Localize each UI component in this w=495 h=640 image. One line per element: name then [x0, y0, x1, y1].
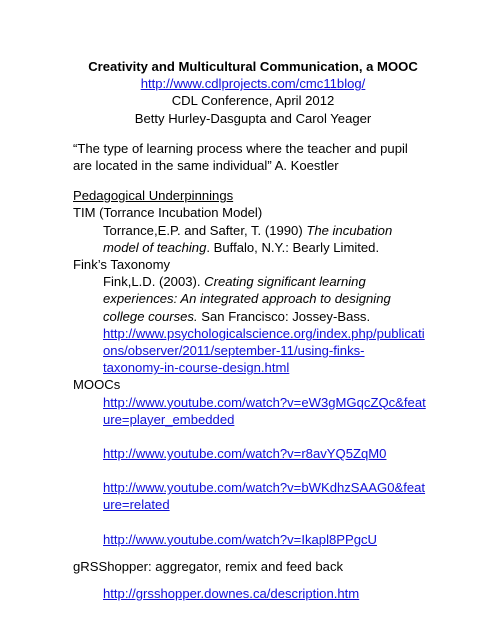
fink-link-line-1[interactable]: http://www.psychologicalscience.org/index.php/publicati — [103, 325, 425, 341]
grsshopper-link[interactable]: http://grsshopper.downes.ca/description.htm — [103, 586, 360, 602]
mooc-video-link-3a[interactable]: http://www.youtube.com/watch?v=bWKdhzSAAG0&feat — [103, 480, 426, 496]
moocs-links — [73, 394, 433, 548]
document-page — [73, 58, 433, 602]
fink-link-line-3[interactable]: taxonomy-in-course-design.html — [103, 360, 290, 376]
pedagogical-section — [73, 187, 433, 602]
tim-ref-title-2: model of teaching — [103, 239, 207, 255]
authors-line: Betty Hurley-Dasgupta and Carol Yeager — [134, 110, 372, 126]
koestler-quote — [73, 140, 433, 174]
tim-reference — [73, 222, 433, 256]
quote-line-1: “The type of learning process where the teacher and pupil — [73, 140, 408, 156]
tim-ref-title-1: The incubation — [306, 222, 393, 238]
fink-ref-text: Fink,L.D. (2003). — [103, 274, 205, 290]
fink-ref-title-3: college courses. — [103, 308, 198, 324]
mooc-video-link-3b[interactable]: ure=related — [103, 497, 170, 513]
conference-line: CDL Conference, April 2012 — [171, 93, 335, 109]
moocs-label: MOOCs — [73, 377, 121, 393]
mooc-video-link-2[interactable]: http://www.youtube.com/watch?v=r8avYQ5ZqM0 — [103, 446, 387, 462]
quote-line-2: are located in the same individual” A. Koestler — [73, 158, 339, 174]
mooc-video-link-4[interactable]: http://www.youtube.com/watch?v=Ikapl8PPgcU — [103, 531, 378, 547]
tim-ref-publisher: . Buffalo, N.Y.: Bearly Limited. — [206, 239, 380, 255]
fink-ref-title-2: experiences: An integrated approach to designing — [103, 291, 391, 307]
tim-ref-text: Torrance,E.P. and Safter, T. (1990) — [103, 222, 307, 238]
fink-ref-title-1: Creating significant learning — [204, 274, 366, 290]
section-heading: Pedagogical Underpinnings — [73, 188, 234, 204]
fink-link-line-2[interactable]: ons/observer/2011/september-11/using-finks- — [103, 343, 365, 359]
tim-label: TIM (Torrance Incubation Model) — [73, 205, 263, 221]
document-title: Creativity and Multicultural Communication, a MOOC — [88, 59, 418, 74]
mooc-video-link-1b[interactable]: ure=player_embedded — [103, 411, 235, 427]
grsshopper-label: gRSShopper: aggregator, remix and feed back — [73, 558, 344, 574]
document-header — [73, 58, 433, 127]
fink-reference — [73, 273, 433, 376]
blog-link[interactable]: http://www.cdlprojects.com/cmc11blog/ — [140, 76, 366, 92]
fink-label: Fink’s Taxonomy — [73, 257, 171, 273]
fink-ref-publisher: San Francisco: Jossey-Bass. — [197, 308, 371, 324]
mooc-video-link-1a[interactable]: http://www.youtube.com/watch?v=eW3gMGqcZQc&feat — [103, 394, 426, 410]
